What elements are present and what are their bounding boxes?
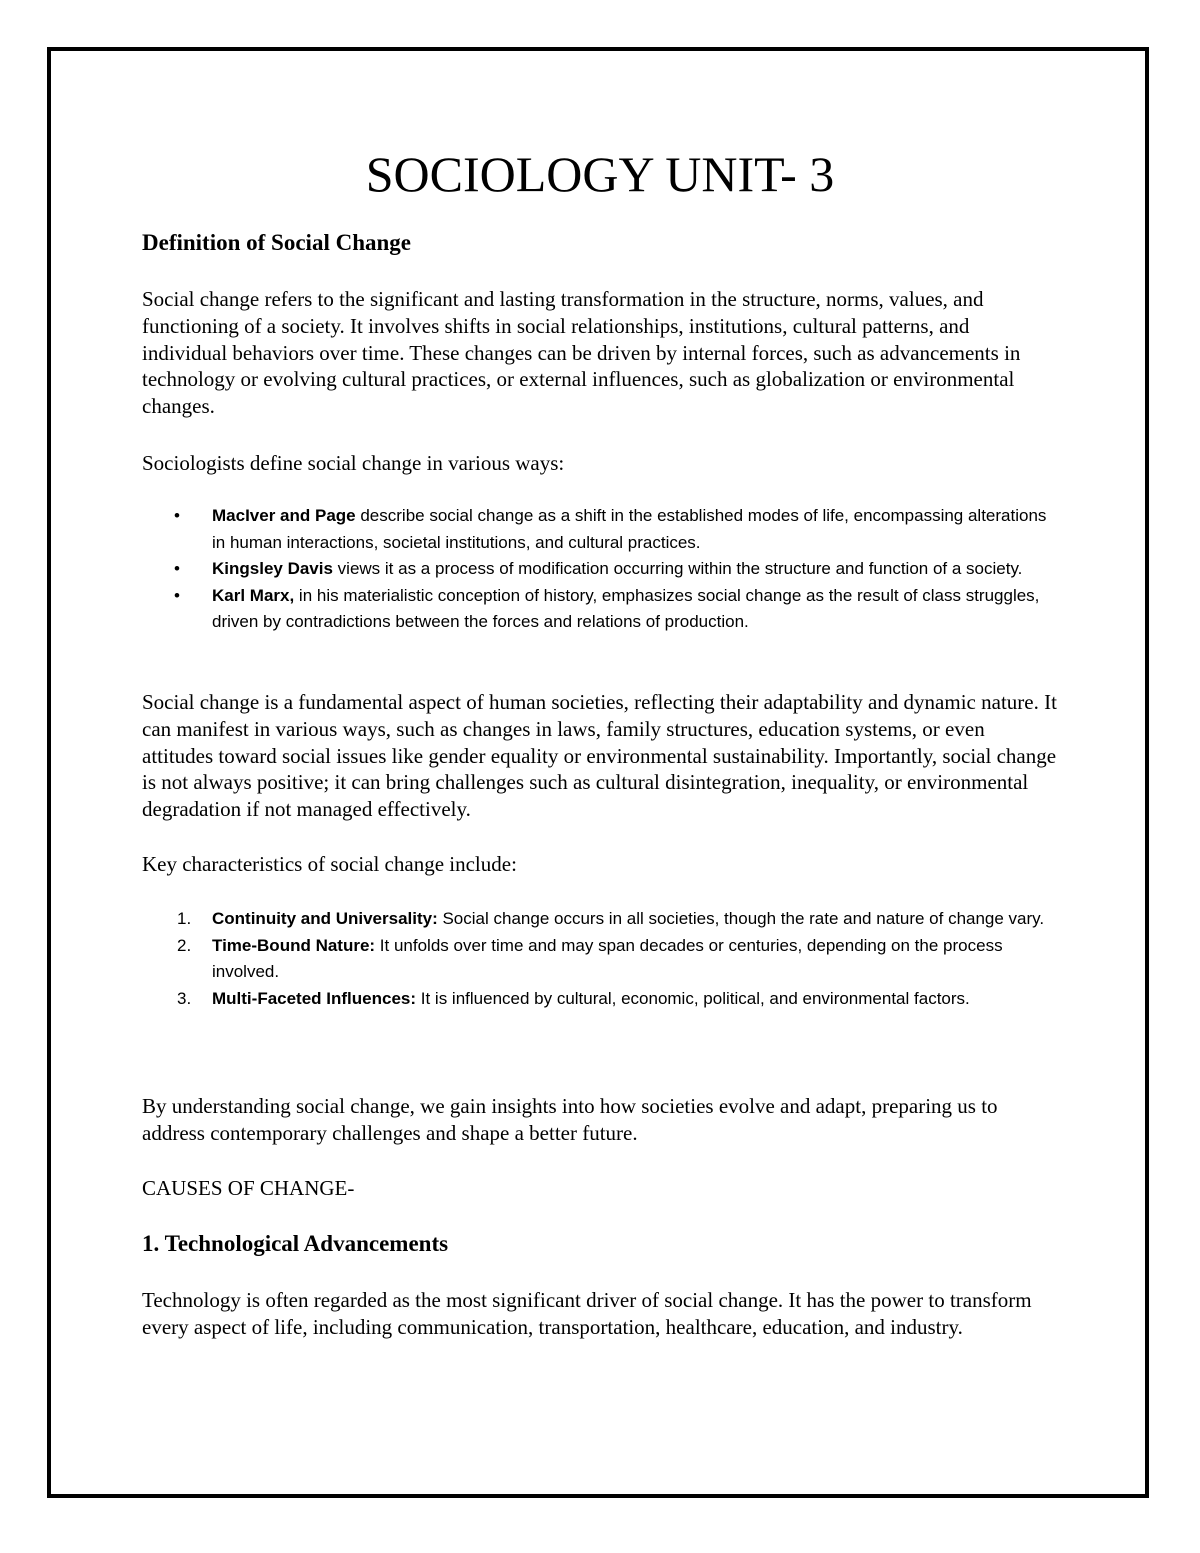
characteristic-name: Multi-Faceted Influences: <box>212 988 417 1008</box>
definition-author: Kingsley Davis <box>212 559 333 578</box>
definition-author: Karl Marx, <box>212 585 295 605</box>
list-item <box>142 556 1058 583</box>
definition-heading: Definition of Social Change <box>142 230 411 255</box>
list-item <box>142 503 1058 556</box>
tech-paragraph: Technology is often regarded as the most significant driver of social change. It has the power to transform every aspect of life, including communication, transportation, healthcare, education, and industry. <box>142 1288 1032 1339</box>
definition-text: in his materialistic conception of history, emphasizes social change as the result of class struggles, driven by contradictions between the forces and relations of production. <box>212 585 1040 631</box>
tech-heading: 1. Technological Advancements <box>142 1231 449 1256</box>
bullet-icon: • <box>174 506 180 525</box>
definition-text: views it as a process of modification occurring within the structure and function of a society. <box>332 559 1023 578</box>
list-number: 3. <box>177 988 192 1008</box>
characteristic-text: Social change occurs in all societies, though the rate and nature of change vary. <box>437 909 1045 928</box>
sociologists-intro: Sociologists define social change in various ways: <box>142 451 565 475</box>
characteristic-name: Continuity and Universality: <box>212 909 438 928</box>
list-number: 1. <box>177 909 192 928</box>
characteristics-list <box>142 906 1058 1012</box>
characteristic-name: Time-Bound Nature: <box>212 935 376 955</box>
definition-author: MacIver and Page <box>212 506 356 525</box>
causes-heading: CAUSES OF CHANGE- <box>142 1176 355 1200</box>
list-number: 2. <box>177 935 192 955</box>
bullet-icon: • <box>174 559 180 578</box>
list-item <box>142 583 1058 636</box>
understanding-paragraph: By understanding social change, we gain insights into how societies evolve and adapt, preparing us to address contemporary challenges and shape a better future. <box>142 1094 998 1145</box>
intro-paragraph: Social change refers to the significant and lasting transformation in the structure, norms, values, and functioning of a society. It involves shifts in social relationships, institutions, cultural patterns, and individual behaviors over time. These changes can be driven by internal forces, such as advancements in technology or evolving cultural practices, or external influences, such as globalization or environmental changes. <box>142 287 1021 419</box>
fundamental-paragraph: Social change is a fundamental aspect of human societies, reflecting their adaptability and dynamic nature. It can manifest in various ways, such as changes in laws, family structures, education systems, or even attitudes toward social issues like gender equality or environmental sustainability. Importantly, social change is not always positive; it can bring challenges such as cultural disintegration, inequality, or environmental degradation if not managed effectively. <box>142 690 1057 822</box>
page-title: SOCIOLOGY UNIT- 3 <box>365 146 835 202</box>
characteristic-text: It unfolds over time and may span decades or centuries, depending on the process involved. <box>212 935 1003 981</box>
definitions-list <box>142 503 1058 636</box>
list-item <box>142 933 1058 986</box>
bullet-icon: • <box>174 585 180 605</box>
characteristics-intro: Key characteristics of social change include: <box>142 852 517 876</box>
definition-text: describe social change as a shift in the established modes of life, encompassing alterations in human interactions, societal institutions, and cultural practices. <box>212 506 1047 552</box>
list-item <box>142 906 1058 933</box>
list-item <box>142 986 1058 1013</box>
characteristic-text: It is influenced by cultural, economic, political, and environmental factors. <box>416 988 970 1008</box>
